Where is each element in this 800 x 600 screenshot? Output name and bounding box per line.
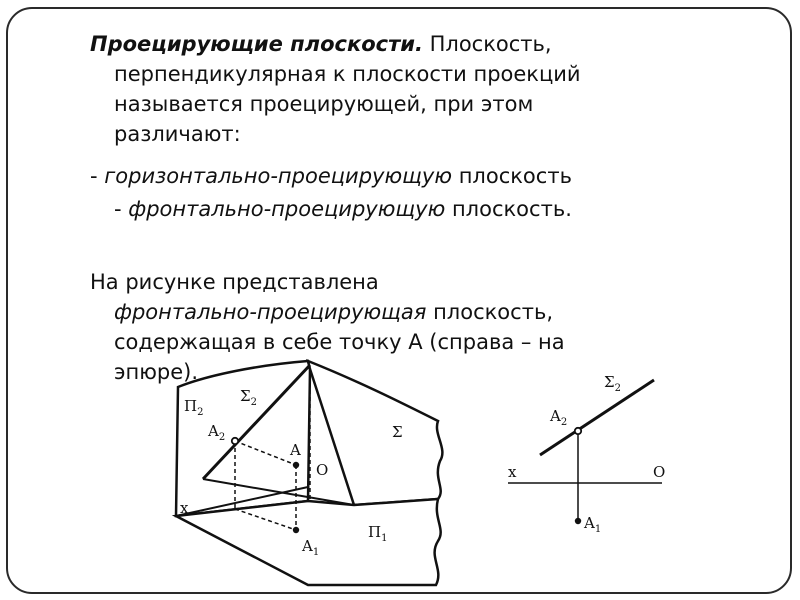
paragraph-2-line-4: эпюре). [114, 360, 199, 384]
epure-figure [8, 9, 790, 592]
label-sigma2-3d: $\Sigma_2$ [240, 387, 257, 408]
point-a2-epure [575, 428, 581, 434]
paragraph-1-line-1-rest: Плоскость, [422, 32, 552, 56]
point-a1-epure [575, 518, 581, 524]
label-sigma2-epure: $\Sigma_2$ [604, 373, 621, 394]
label-a2-epure: $A_2$ [550, 407, 568, 428]
label-o-epure: O [653, 463, 666, 481]
bullet-frontal-term: фронтально-проецирующую [128, 197, 446, 221]
bullet-dash: - [90, 164, 105, 188]
label-pi2: $П_2$ [184, 397, 204, 418]
label-x-epure: x [508, 463, 517, 481]
paragraph-1-line-4: различают: [114, 122, 241, 146]
label-x-3d: x [180, 499, 189, 517]
paragraph-1-line-3: называется проецирующей, при этом [114, 92, 534, 116]
bullet-dash: - [114, 197, 129, 221]
label-a2-3d: $A_2$ [208, 422, 226, 443]
paragraph-2-line-3: содержащая в себе точку А (справа – на [114, 330, 565, 354]
bullet-horizontal-term: горизонтально-проецирующую [104, 164, 453, 188]
bullet-frontal-rest: плоскость. [445, 197, 572, 221]
paragraph-2-term: фронтально-проецирующая [114, 300, 427, 324]
paragraph-1-heading: Проецирующие плоскости. [90, 32, 423, 56]
label-a1-epure: $A_1$ [584, 514, 602, 535]
paragraph-2-line-2-rest: плоскость, [426, 300, 553, 324]
label-o-3d: O [316, 461, 329, 479]
paragraph-1-line-2: перпендикулярная к плоскости проекций [114, 62, 581, 86]
slide-frame [6, 7, 792, 594]
label-pi1: $П_1$ [368, 523, 388, 544]
paragraph-2-line-1: На рисунке представлена [90, 270, 379, 294]
label-a1-3d: $A_1$ [302, 537, 320, 558]
bullet-horizontal-rest: плоскость [452, 164, 572, 188]
label-a-3d: A [290, 441, 301, 459]
label-sigma-3d: Σ [392, 423, 403, 441]
